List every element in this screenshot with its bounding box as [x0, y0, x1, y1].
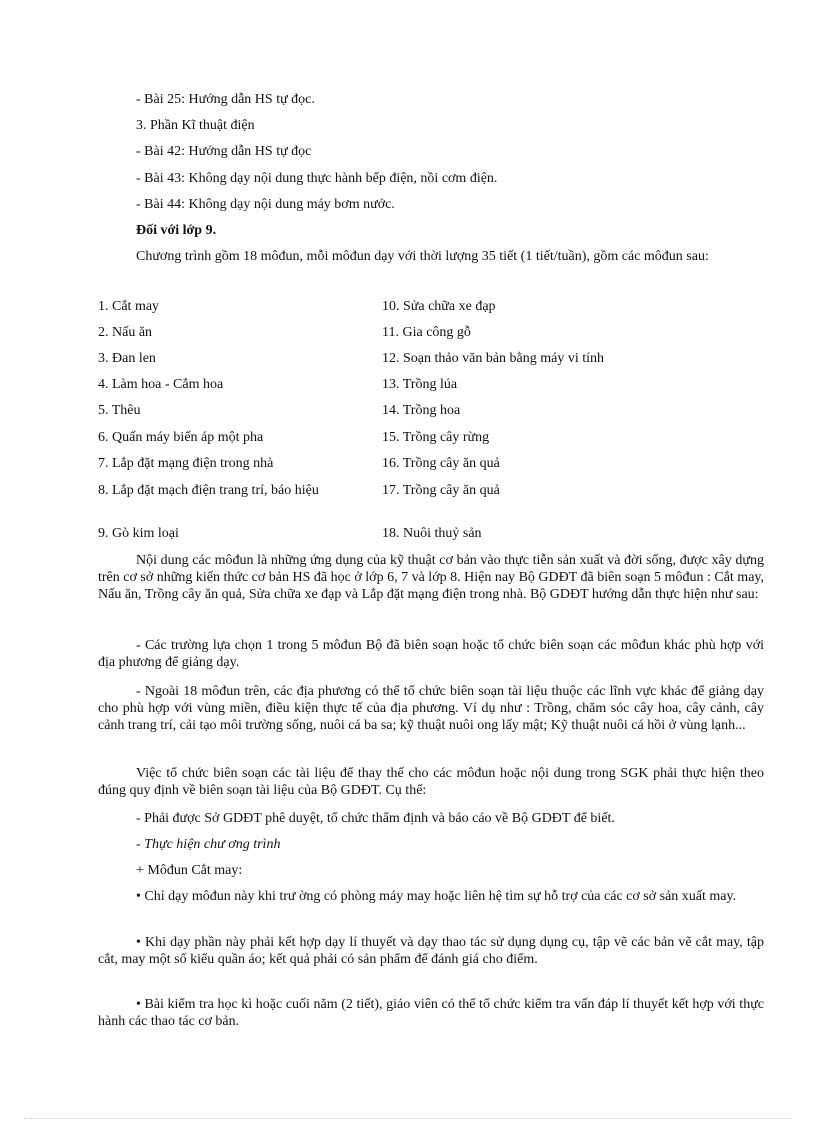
module-item: 8. Lắp đặt mạch điện trang trí, báo hiệu — [98, 483, 319, 498]
module-item: 6. Quấn máy biến áp một pha — [98, 430, 264, 445]
paragraph: Nội dung các môđun là những ứng dụng của kỹ thuật cơ bản vào thực tiễn sản xuất và đời sống, được xây dựng trên cơ sở những kiến thức cơ bản HS đã học ở lớp 6, 7 và lớp 8. Hiện nay Bộ GDĐT đã biên soạn 5 môđun : Cắt may, Nấu ăn, Trồng cây ăn quả, Sửa chữa xe đạp và Lắp đặt mạng điện trong nhà. Bộ GDĐT hướng dẫn thực hiện như sau: — [98, 553, 764, 602]
intro-paragraph: Chương trình gồm 18 môđun, mỗi môđun dạy với thời lượng 35 tiết (1 tiết/tuần), gồm các môđun sau: — [136, 249, 709, 264]
module-item: 3. Đan len — [98, 351, 156, 366]
paragraph: - Ngoài 18 môđun trên, các địa phương có thể tổ chức biên soạn tài liệu thuộc các lĩnh vực khác để giảng dạy cho phù hợp với vùng miền, điều kiện thực tế của địa phương. Ví dụ như : Trồng, chăm sóc cây hoa, cây cảnh, cây cảnh trang trí, cải tạo môi trường sống, nuôi cá ba sa; kỹ thuật nuôi ong lấy mật; Kỹ thuật nuôi cá hồi ở vùng lạnh... — [98, 684, 764, 733]
module-item: 9. Gò kim loại — [98, 526, 179, 541]
module-item: 16. Trồng cây ăn quả — [382, 456, 500, 471]
module-item: 15. Trồng cây rừng — [382, 430, 490, 445]
bullet-item: • Chỉ dạy môđun này khi trư ờng có phòng máy may hoặc liên hệ tìm sự hỗ trợ của các cơ sở sản xuất may. — [136, 889, 737, 904]
bullet-item: • Khi dạy phần này phải kết hợp dạy lí thuyết và dạy thao tác sử dụng dụng cụ, tập vẽ các bản vẽ cắt may, tập cắt, may một số kiểu quần áo; kết quả phải có sản phẩm để đánh giá cho điểm. — [98, 935, 764, 967]
module-item: 12. Soạn thảo văn bản bằng máy vi tính — [382, 351, 605, 366]
paragraph: - Phải được Sở GDĐT phê duyệt, tổ chức thẩm định và báo cáo về Bộ GDĐT để biết. — [136, 811, 615, 826]
implementation-heading: - Thực hiện chư ơng trình — [136, 837, 281, 852]
module-item: 10. Sửa chữa xe đạp — [382, 299, 496, 314]
text-line: - Bài 44: Không dạy nội dung máy bơm nước. — [136, 197, 395, 212]
module-item: 4. Làm hoa - Cắm hoa — [98, 377, 224, 392]
module-item: 1. Cắt may — [98, 299, 160, 314]
module-item: 13. Trồng lúa — [382, 377, 458, 392]
module-item: 14. Trồng hoa — [382, 403, 461, 418]
section-heading-electrical: 3. Phần Kĩ thuật điện — [136, 118, 255, 133]
module-item: 7. Lắp đặt mạng điện trong nhà — [98, 456, 274, 471]
paragraph: - Các trường lựa chọn 1 trong 5 môđun Bộ đã biên soạn hoặc tổ chức biên soạn các môđun khác phù hợp với địa phương để giảng dạy. — [98, 638, 764, 670]
module-heading: + Môđun Cắt may: — [136, 863, 243, 878]
text-line: - Bài 43: Không dạy nội dung thực hành bếp điện, nồi cơm điện. — [136, 171, 498, 186]
grade9-heading: Đối với lớp 9. — [136, 223, 217, 238]
page-bottom-divider — [24, 1118, 792, 1119]
bullet-item: • Bài kiểm tra học kì hoặc cuối năm (2 tiết), giáo viên có thể tổ chức kiểm tra vấn đáp lí thuyết kết hợp với thực hành các thao tác cơ bản. — [98, 997, 764, 1029]
module-item: 18. Nuôi thuỷ sản — [382, 526, 482, 541]
text-line: - Bài 42: Hướng dẫn HS tự đọc — [136, 144, 312, 159]
paragraph: Việc tổ chức biên soạn các tài liệu để thay thế cho các môđun hoặc nội dung trong SGK phải thực hiện theo đúng quy định về biên soạn tài liệu của Bộ GDĐT. Cụ thể: — [98, 766, 764, 798]
module-item: 2. Nấu ăn — [98, 325, 153, 340]
module-item: 17. Trồng cây ăn quả — [382, 483, 500, 498]
module-item: 11. Gia công gỗ — [382, 325, 471, 340]
text-line: - Bài 25: Hướng dẫn HS tự đọc. — [136, 92, 315, 107]
module-item: 5. Thêu — [98, 403, 141, 418]
